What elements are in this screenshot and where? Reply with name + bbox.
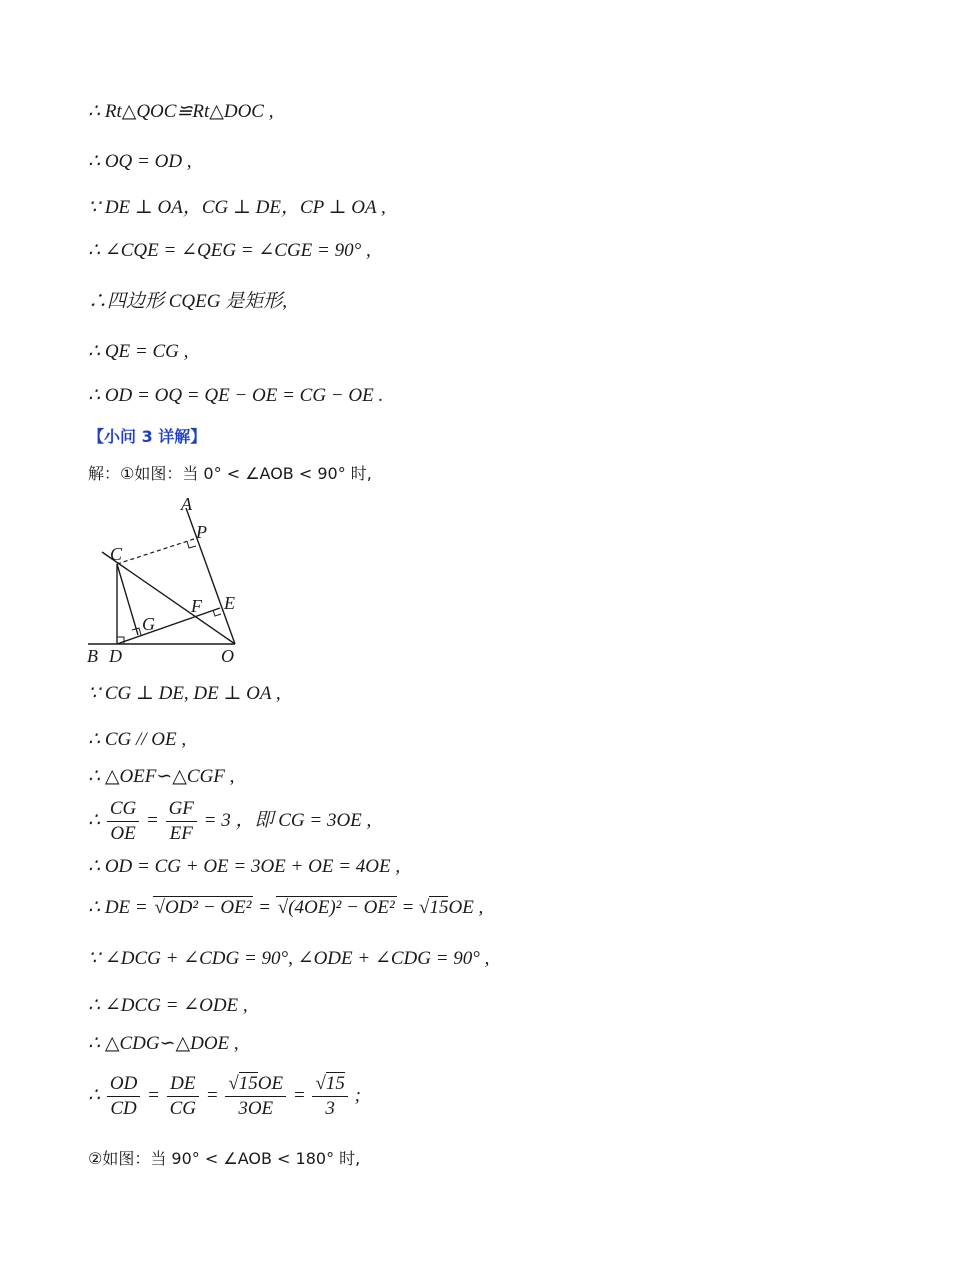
label-O: O [221, 646, 234, 666]
label-G: G [142, 614, 155, 634]
proof-line-10: ∴ CG // OE , [88, 729, 187, 750]
proof-line-16: ∴ ∠DCG = ∠ODE , [88, 995, 248, 1016]
label-A: A [181, 494, 192, 514]
proof-line-15: ∵ ∠DCG + ∠CDG = 90°, ∠ODE + ∠CDG = 90° , [88, 948, 490, 969]
label-B: B [87, 646, 98, 666]
proof-line-fraction: ∴ $\frac{CG}{OE}$ = $\frac{GF}{EF}$ = 3 ，即 CG = 3OE , [88, 798, 372, 844]
proof-line-6: ∴ QE = CG , [88, 341, 189, 362]
label-C: C [110, 544, 123, 564]
sub-question-heading: 【小问 3 详解】 [88, 427, 207, 446]
proof-line-2: ∴ OQ = OD , [88, 151, 192, 172]
geometry-figure [80, 492, 250, 670]
label-E: E [224, 593, 235, 613]
proof-line-3: ∵ DE ⊥ OA，CG ⊥ DE，CP ⊥ OA , [88, 197, 386, 218]
proof-line-5: ∴四边形 CQEG 是矩形, [88, 291, 287, 312]
proof-line-11: ∴ △OEF∽△CGF , [88, 766, 235, 787]
proof-line-17: ∴ △CDG∽△DOE , [88, 1033, 239, 1054]
label-D: D [109, 646, 122, 666]
proof-line-7: ∴ OD = OQ = QE − OE = CG − OE . [88, 385, 384, 406]
proof-line-9: ∵ CG ⊥ DE, DE ⊥ OA , [88, 683, 281, 704]
proof-line-1: ∴ Rt△QOC≌Rt△DOC , [88, 101, 274, 122]
proof-line-13: ∴ OD = CG + OE = 3OE + OE = 4OE , [88, 856, 401, 877]
solution-intro: 解：①如图：当 0° < ∠AOB < 90° 时, [88, 464, 372, 483]
proof-line-4: ∴ ∠CQE = ∠QEG = ∠CGE = 90° , [88, 240, 371, 261]
label-F: F [191, 596, 202, 616]
proof-line-sqrt: ∴ DE = √OD² − OE² = √(4OE)² − OE² = √15OE , [88, 897, 484, 918]
solution-case-2: ②如图：当 90° < ∠AOB < 180° 时, [88, 1149, 361, 1168]
proof-line-ratio: ∴ $\frac{OD}{CD}$ = $\frac{DE}{CG}$ = $\frac{√15OE}{3OE}$ = $\frac{√15}{3}$ ; [88, 1073, 361, 1119]
label-P: P [196, 522, 207, 542]
